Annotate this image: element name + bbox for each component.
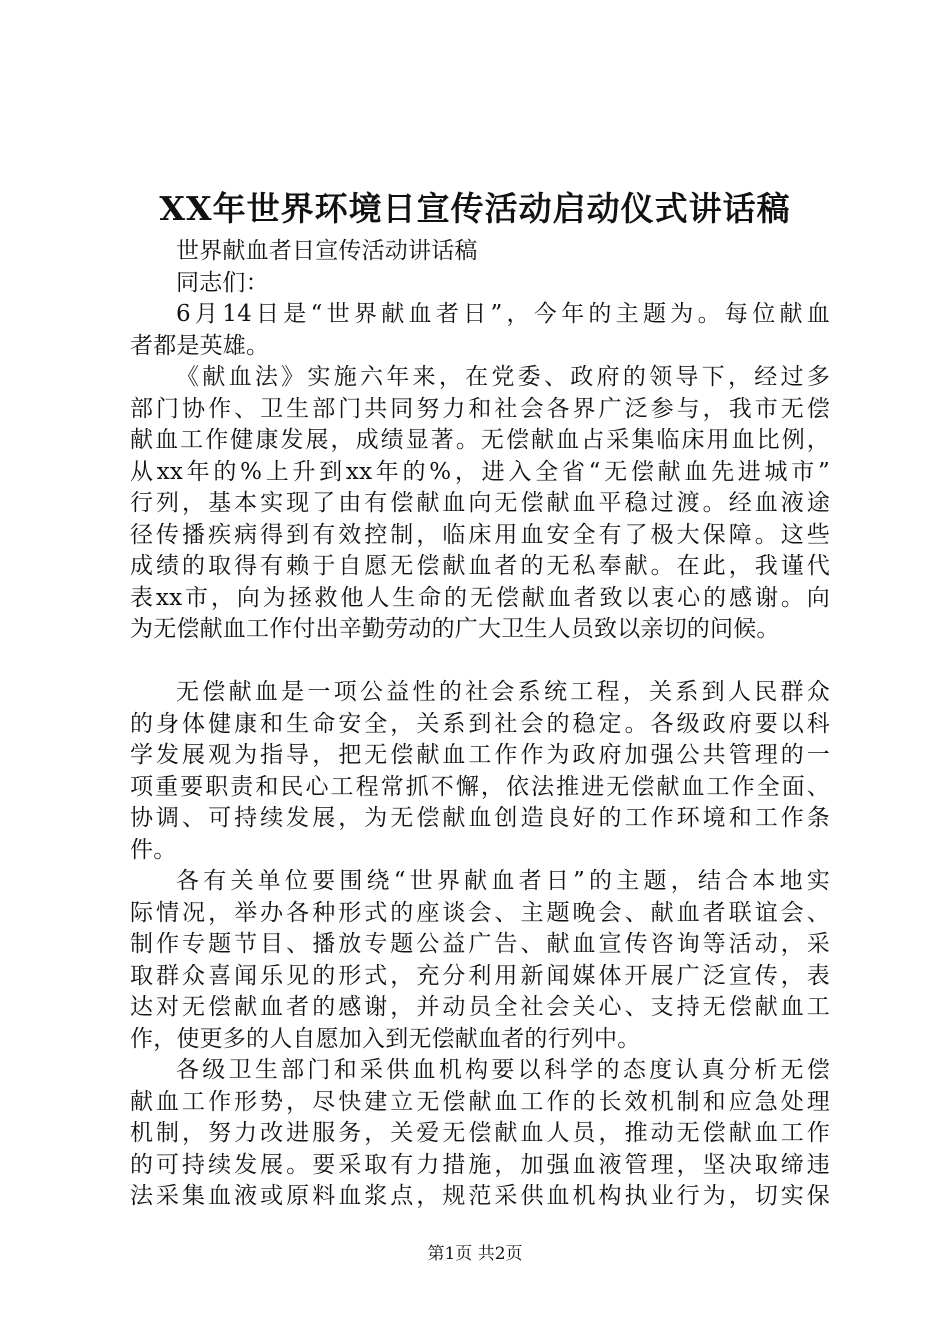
paragraph-line: 表xx市，向为拯救他人生命的无偿献血者致以衷心的感谢。向 [130,584,830,611]
paragraph-line: 项重要职责和民心工程常抓不懈，依法推进无偿献血工作全面、 [130,773,830,800]
paragraph-line: 者都是英雄。 [130,332,270,359]
paragraph-line: 取群众喜闻乐见的形式，充分利用新闻媒体开展广泛宣传，表 [130,962,830,989]
paragraph-4 [130,866,830,1055]
paragraph-line: 行列，基本实现了由有偿献血向无偿献血平稳过渡。经血液途 [130,490,830,516]
paragraph-line: 献血工作健康发展，成绩显著。无偿献血占采集临床用血比例， [130,427,830,453]
paragraph-line: 径传播疾病得到有效控制，临床用血安全有了极大保障。这些 [130,521,830,548]
paragraph-2 [130,362,830,646]
paragraph-line: 献血工作形势，尽快建立无偿献血工作的长效机制和应急处理 [130,1088,830,1115]
paragraph-1 [130,299,830,362]
paragraph-line: 部门协作、卫生部门共同努力和社会各界广泛参与，我市无偿 [130,395,830,422]
paragraph-line: 从xx年的%上升到xx年的%，进入全省“无偿献血先进城市” [130,458,830,485]
paragraph-line: 法采集血液或原料血浆点，规范采供血机构执业行为，切实保 [130,1183,830,1209]
document-title: XX年世界环境日宣传活动启动仪式讲话稿 [159,189,791,228]
paragraph-line: 协调、可持续发展，为无偿献血创造良好的工作环境和工作条 [130,805,830,831]
paragraph-line: 制作专题节目、播放专题公益广告、献血宣传咨询等活动，采 [130,931,830,957]
paragraph-5 [130,1055,830,1213]
paragraph-line: 各级卫生部门和采供血机构要以科学的态度认真分析无偿 [176,1057,830,1083]
paragraph-line: 学发展观为指导，把无偿献血工作作为政府加强公共管理的一 [130,742,830,768]
paragraph-line: 成绩的取得有赖于自愿无偿献血者的无私奉献。在此，我谨代 [130,553,830,579]
paragraph-line: 际情况，举办各种形式的座谈会、主题晚会、献血者联谊会、 [130,899,830,926]
paragraph-line: 6月14日是“世界献血者日”，今年的主题为。每位献血 [176,301,830,327]
paragraph-3 [130,677,830,866]
paragraph-line: 机制，努力改进服务，关爱无偿献血人员，推动无偿献血工作 [130,1120,830,1146]
page-number-footer: 第1页 共2页 [427,1244,523,1264]
paragraph-line: 无偿献血是一项公益性的社会系统工程，关系到人民群众 [176,679,830,705]
subtitle-line: 世界献血者日宣传活动讲话稿 [176,238,478,264]
paragraph-line: 为无偿献血工作付出辛勤劳动的广大卫生人员致以亲切的问候。 [130,616,780,642]
paragraph-line: 各有关单位要围绕“世界献血者日”的主题，结合本地实 [176,868,830,894]
paragraph-line: 作，使更多的人自愿加入到无偿献血者的行列中。 [130,1025,641,1052]
paragraph-line: 的身体健康和生命安全，关系到社会的稳定。各级政府要以科 [130,710,830,737]
paragraph-spacer [130,646,830,678]
paragraph-line: 达对无偿献血者的感谢，并动员全社会关心、支持无偿献血工 [130,994,830,1020]
paragraph-line: 件。 [130,836,177,863]
paragraph-line: 的可持续发展。要采取有力措施，加强血液管理，坚决取缔违 [130,1151,830,1178]
document-body [130,236,830,1213]
paragraph-line: 《献血法》实施六年来，在党委、政府的领导下，经过多 [176,364,830,390]
salutation-line: 同志们： [176,269,269,296]
